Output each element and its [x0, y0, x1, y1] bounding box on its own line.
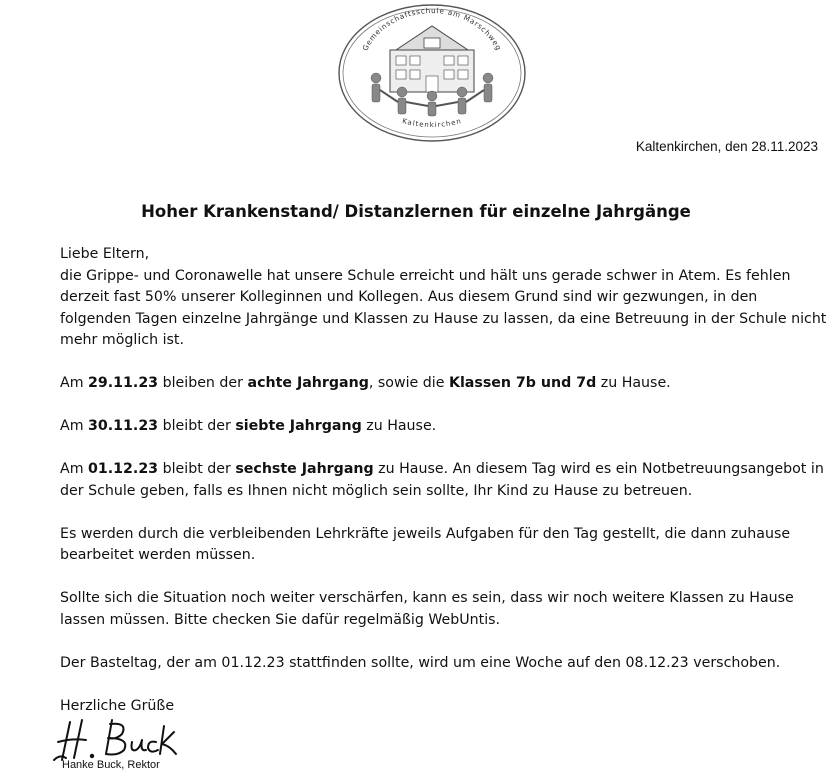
body-line: die Grippe- und Coronawelle hat unsere Schule erreicht und hält uns gerade schwer in Atem. Es fehlen: [60, 267, 791, 284]
text-run: , sowie die: [368, 375, 449, 391]
body-line: derzeit fast 50% unserer Kolleginnen und Kollegen. Aus diesem Grund sind wir gezwungen, in den: [60, 289, 758, 305]
grade-bold: sechste Jahrgang: [235, 461, 374, 477]
tasks-paragraph: [60, 524, 800, 567]
text-run: Am: [60, 375, 89, 391]
date-bold: 30.11.23: [88, 418, 159, 434]
logo-bottom-text: Kaltenkirchen: [401, 117, 463, 130]
text-run: zu Hause. An diesem Tag wird es ein Notbetreuungsangebot in: [373, 461, 824, 477]
body-line: folgenden Tagen einzelne Jahrgänge und Klassen zu Hause zu lassen, da eine Betreuung in der Schule nicht: [60, 310, 827, 327]
body-line: Sollte sich die Situation noch weiter verschärfen, kann es sein, dass wir noch weitere Klassen zu Hause: [60, 590, 794, 606]
letter-title: Hoher Krankenstand/ Distanzlernen für einzelne Jahrgänge: [141, 202, 691, 221]
salutation: Liebe Eltern,: [60, 246, 150, 262]
schedule-paragraph-2: [60, 416, 800, 438]
dateline: Kaltenkirchen, den 28.11.2023: [635, 139, 818, 154]
body-line: lassen müssen. Bitte checken Sie dafür regelmäßig WebUntis.: [60, 611, 501, 628]
text-run: Am: [60, 461, 89, 477]
closing-greeting: Herzliche Grüße: [60, 698, 175, 714]
text-run: bleibt der: [158, 418, 236, 434]
text-run: bleiben der: [158, 375, 248, 391]
body-line: Der Basteltag, der am 01.12.23 stattfinden sollte, wird um eine Woche auf den 08.12.23 verschoben.: [60, 654, 781, 671]
craft-day-paragraph: [60, 653, 800, 675]
schedule-paragraph-3: [60, 459, 824, 502]
intro-paragraph: [60, 244, 827, 352]
letter-body: [60, 244, 827, 696]
body-line: Es werden durch die verbleibenden Lehrkräfte jeweils Aufgaben für den Tag gestellt, die dann zuhause: [60, 525, 791, 542]
date-bold: 29.11.23: [88, 375, 159, 391]
body-line: bearbeitet werden müssen.: [60, 547, 256, 563]
text-run: zu Hause.: [361, 418, 437, 434]
school-logo: [336, 2, 528, 144]
grade-bold: siebte Jahrgang: [235, 418, 362, 434]
body-line: der Schule geben, falls es Ihnen nicht möglich sein sollte, Ihr Kind zu Hause zu betreuen.: [60, 482, 693, 499]
classes-bold: Klassen 7b und 7d: [448, 375, 597, 391]
date-bold: 01.12.23: [88, 461, 159, 477]
schedule-paragraph-1: [60, 373, 800, 395]
body-line: mehr möglich ist.: [60, 332, 184, 348]
text-run: Am: [60, 418, 89, 434]
grade-bold: achte Jahrgang: [247, 375, 369, 391]
text-run: bleibt der: [158, 461, 236, 477]
logo-top-text: Gemeinschaftsschule am Marschweg: [360, 5, 504, 53]
escalation-paragraph: [60, 588, 800, 631]
text-run: zu Hause.: [596, 375, 671, 391]
signer-name: Hanke Buck, Rektor: [62, 759, 160, 771]
